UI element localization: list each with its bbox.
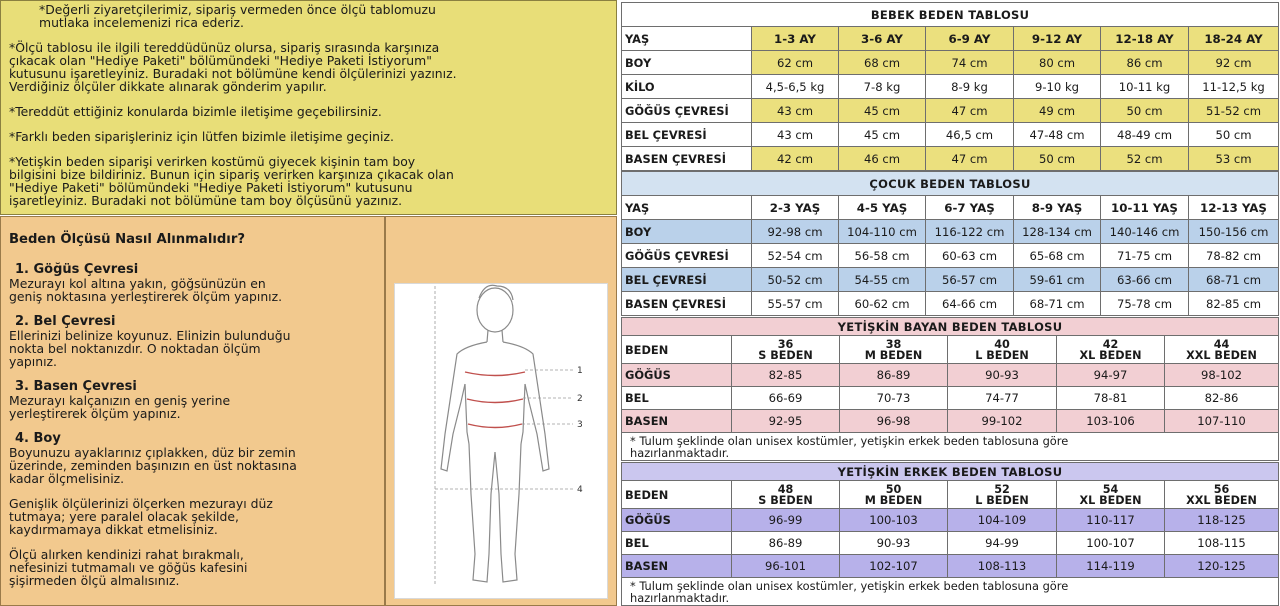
table-cell: 56-57 cm [926, 268, 1014, 292]
table-cell: 94-97 [1057, 364, 1165, 387]
table-cell: 92 cm [1189, 51, 1279, 75]
size-header [948, 481, 1057, 509]
table-cell: 96-98 [840, 410, 948, 433]
width-tip-text: Genişlik ölçülerinizi ölçerken mezurayı düz tutmaya; yere paralel olacak şekilde, kaydırmamaya dikkat etmelisiniz. [9, 496, 273, 537]
baby-size-table [621, 2, 1279, 171]
size-name: XXL BEDEN [1186, 348, 1257, 362]
baby-column-header: 18-24 AY [1189, 27, 1279, 51]
table-row [622, 532, 1279, 555]
table-cell: 43 cm [752, 99, 839, 123]
size-name: M BEDEN [864, 493, 923, 507]
table-cell: 74-77 [948, 387, 1057, 410]
table-cell: 7-8 kg [839, 75, 926, 99]
table-cell: 70-73 [840, 387, 948, 410]
table-row [622, 387, 1279, 410]
table-cell: 54-55 cm [839, 268, 926, 292]
child-figure-illustration [395, 284, 609, 600]
table-cell: 66-69 [732, 387, 840, 410]
table-cell: 108-113 [948, 555, 1057, 578]
child-column-header: 2-3 YAŞ [752, 196, 839, 220]
table-row [622, 555, 1279, 578]
table-cell: 42 cm [752, 147, 839, 171]
table-cell: 96-101 [732, 555, 840, 578]
child-column-header: 10-11 YAŞ [1101, 196, 1189, 220]
body-figure [394, 283, 608, 599]
table-cell: 86-89 [732, 532, 840, 555]
table-cell: 50 cm [1014, 147, 1101, 171]
chest-section-title: 1. Göğüs Çevresi [15, 262, 139, 277]
size-number: 54 [1102, 482, 1119, 496]
women-table-title: YETİŞKİN BAYAN BEDEN TABLOSU [622, 318, 1279, 336]
waist-section-text: Ellerinizi belinize koyunuz. Elinizin bulunduğu nokta bel noktanızdır. O noktadan ölçüm yapınız. [9, 328, 291, 369]
child-size-table [621, 171, 1279, 316]
table-cell: 47-48 cm [1014, 123, 1101, 147]
chest-section-text: Mezurayı kol altına yakın, göğsünüzün en geniş noktasına yerleştirerek ölçüm yapınız. [9, 276, 283, 304]
row-label: GÖĞÜS ÇEVRESİ [622, 99, 752, 123]
table-cell: 96-99 [732, 509, 840, 532]
table-cell: 51-52 cm [1189, 99, 1279, 123]
size-name: XXL BEDEN [1186, 493, 1257, 507]
table-cell: 82-85 [732, 364, 840, 387]
size-number: 44 [1213, 337, 1230, 351]
table-cell: 100-107 [1057, 532, 1165, 555]
size-header [1165, 336, 1279, 364]
row-label: KİLO [622, 75, 752, 99]
table-row [622, 220, 1279, 244]
baby-column-header: 1-3 AY [752, 27, 839, 51]
unisex-note: * Tulum şeklinde olan unisex kostümler, yetişkin erkek beden tablosuna göre hazırlanmaktadır. [622, 578, 1279, 606]
baby-column-header: 12-18 AY [1101, 27, 1189, 51]
table-cell: 59-61 cm [1014, 268, 1101, 292]
hip-section-text: Mezurayı kalçanızın en geniş yerine yerleştirerek ölçüm yapınız. [9, 393, 231, 421]
row-label: BASEN ÇEVRESİ [622, 147, 752, 171]
table-cell: 53 cm [1189, 147, 1279, 171]
size-header [840, 481, 948, 509]
table-row [622, 292, 1279, 316]
table-cell: 63-66 cm [1101, 268, 1189, 292]
table-cell: 62 cm [752, 51, 839, 75]
table-cell: 107-110 [1165, 410, 1279, 433]
table-cell: 104-109 [948, 509, 1057, 532]
baby-column-header: 6-9 AY [926, 27, 1014, 51]
baby-header-label: YAŞ [622, 27, 752, 51]
women-size-table [621, 317, 1279, 461]
table-cell: 68-71 cm [1189, 268, 1279, 292]
table-cell: 11-12,5 kg [1189, 75, 1279, 99]
size-number: 52 [994, 482, 1010, 496]
table-cell: 74 cm [926, 51, 1014, 75]
table-cell: 78-81 [1057, 387, 1165, 410]
table-cell: 99-102 [948, 410, 1057, 433]
table-cell: 65-68 cm [1014, 244, 1101, 268]
notice-paragraph: *Ölçü tablosu ile ilgili tereddüdünüz olursa, sipariş sırasında karşınıza çıkacak olan "Hediye Paketi" bölümündeki "Hediye Paketi İstiyorum" kutusunu işaretleyiniz. Buradaki not bölümüne kendi ölçülerinizi yazınız. Verdiğiniz ölçüler dikkate alınarak gönderim yapılır. [9, 40, 457, 94]
baby-table-title: BEBEK BEDEN TABLOSU [622, 3, 1279, 27]
table-cell: 68 cm [839, 51, 926, 75]
table-row [622, 410, 1279, 433]
table-cell: 64-66 cm [926, 292, 1014, 316]
row-label: BOY [622, 51, 752, 75]
size-number: 36 [777, 337, 794, 351]
size-number: 38 [885, 337, 902, 351]
figure-panel [385, 216, 617, 606]
table-cell: 92-95 [732, 410, 840, 433]
table-cell: 86 cm [1101, 51, 1189, 75]
child-column-header: 12-13 YAŞ [1189, 196, 1279, 220]
table-cell: 43 cm [752, 123, 839, 147]
men-size-table [621, 462, 1279, 606]
table-cell: 94-99 [948, 532, 1057, 555]
size-header [1057, 481, 1165, 509]
table-cell: 98-102 [1165, 364, 1279, 387]
size-name: M BEDEN [864, 348, 923, 362]
table-cell: 55-57 cm [752, 292, 839, 316]
table-cell: 104-110 cm [839, 220, 926, 244]
table-cell: 49 cm [1014, 99, 1101, 123]
size-name: S BEDEN [758, 493, 813, 507]
table-cell: 150-156 cm [1189, 220, 1279, 244]
child-column-header: 6-7 YAŞ [926, 196, 1014, 220]
measurement-guide [0, 216, 385, 606]
table-cell: 45 cm [839, 99, 926, 123]
row-label: BEL [622, 387, 732, 410]
height-section-text: Boyunuzu ayaklarınız çıplakken, düz bir zemin üzerinde, zeminden başınızın en üst noktasına kadar ölçmelisiniz. [9, 445, 297, 486]
table-row [622, 509, 1279, 532]
size-name: XL BEDEN [1079, 493, 1142, 507]
size-header [1165, 481, 1279, 509]
child-column-header: 8-9 YAŞ [1014, 196, 1101, 220]
table-cell: 46 cm [839, 147, 926, 171]
size-number: 40 [994, 337, 1010, 351]
notice-paragraph: *Yetişkin beden siparişi verirken kostümü giyecek kişinin tam boy bilgisini bize bildiriniz. Bunun için sipariş verirken karşınıza çıkacak olan "Hediye Paketi" bölümündeki "Hediye Paketi İstiyorum" kutusunu işaretleyiniz. Buradaki not bölümüne tam boy ölçüsünü yazınız. [9, 154, 454, 208]
size-name: S BEDEN [758, 348, 813, 362]
table-row [622, 51, 1279, 75]
size-number: 42 [1102, 337, 1119, 351]
table-cell: 47 cm [926, 147, 1014, 171]
table-cell: 4,5-6,5 kg [752, 75, 839, 99]
row-label: GÖĞÜS [622, 509, 732, 532]
men-table-title: YETİŞKİN ERKEK BEDEN TABLOSU [622, 463, 1279, 481]
row-label: BEL ÇEVRESİ [622, 123, 752, 147]
table-cell: 56-58 cm [839, 244, 926, 268]
table-cell: 120-125 [1165, 555, 1279, 578]
table-cell: 92-98 cm [752, 220, 839, 244]
notice-paragraph: *Farklı beden siparişleriniz için lütfen bizimle iletişime geçiniz. [9, 129, 394, 144]
mark-label: 3 [577, 420, 583, 430]
table-cell: 110-117 [1057, 509, 1165, 532]
table-cell: 50 cm [1101, 99, 1189, 123]
size-number: 48 [777, 482, 794, 496]
table-row [622, 244, 1279, 268]
table-cell: 71-75 cm [1101, 244, 1189, 268]
table-cell: 68-71 cm [1014, 292, 1101, 316]
breathing-tip-text: Ölçü alırken kendinizi rahat bırakmalı, nefesinizi tutmamalı ve göğüs kafesini şişirmeden ölçü almalısınız. [9, 547, 248, 588]
table-cell: 8-9 kg [926, 75, 1014, 99]
size-number: 56 [1213, 482, 1230, 496]
row-label: BEL [622, 532, 732, 555]
notice-panel [0, 0, 617, 215]
table-cell: 86-89 [840, 364, 948, 387]
size-header [732, 336, 840, 364]
baby-column-header: 9-12 AY [1014, 27, 1101, 51]
table-row [622, 147, 1279, 171]
table-cell: 50 cm [1189, 123, 1279, 147]
women-header-label: BEDEN [622, 336, 732, 364]
baby-column-header: 3-6 AY [839, 27, 926, 51]
table-cell: 52-54 cm [752, 244, 839, 268]
notice-paragraph: *Değerli ziyaretçilerimiz, sipariş vermeden önce ölçü tablomuzu mutlaka incelemenizi rica ederiz. [39, 2, 436, 30]
row-label: GÖĞÜS ÇEVRESİ [622, 244, 752, 268]
table-cell: 50-52 cm [752, 268, 839, 292]
notice-paragraph: *Tereddüt ettiğiniz konularda bizimle iletişime geçebilirsiniz. [9, 104, 382, 119]
mark-label: 2 [577, 394, 583, 404]
size-header [840, 336, 948, 364]
size-header [948, 336, 1057, 364]
table-cell: 60-62 cm [839, 292, 926, 316]
table-row [622, 99, 1279, 123]
table-cell: 114-119 [1057, 555, 1165, 578]
row-label: BASEN [622, 555, 732, 578]
table-cell: 48-49 cm [1101, 123, 1189, 147]
hip-section-title: 3. Basen Çevresi [15, 379, 137, 394]
table-cell: 90-93 [840, 532, 948, 555]
mark-label: 4 [577, 485, 583, 495]
table-row [622, 75, 1279, 99]
table-cell: 9-10 kg [1014, 75, 1101, 99]
waist-section-title: 2. Bel Çevresi [15, 314, 116, 329]
row-label: BEL ÇEVRESİ [622, 268, 752, 292]
men-header-label: BEDEN [622, 481, 732, 509]
table-cell: 52 cm [1101, 147, 1189, 171]
table-cell: 108-115 [1165, 532, 1279, 555]
size-name: L BEDEN [975, 348, 1029, 362]
table-cell: 75-78 cm [1101, 292, 1189, 316]
table-cell: 46,5 cm [926, 123, 1014, 147]
table-cell: 90-93 [948, 364, 1057, 387]
child-table-title: ÇOCUK BEDEN TABLOSU [622, 172, 1279, 196]
table-cell: 100-103 [840, 509, 948, 532]
table-row [622, 268, 1279, 292]
table-cell: 103-106 [1057, 410, 1165, 433]
row-label: GÖĞÜS [622, 364, 732, 387]
row-label: BASEN ÇEVRESİ [622, 292, 752, 316]
child-column-header: 4-5 YAŞ [839, 196, 926, 220]
table-row [622, 123, 1279, 147]
size-number: 50 [885, 482, 902, 496]
mark-label: 1 [577, 366, 583, 376]
size-name: XL BEDEN [1079, 348, 1142, 362]
table-cell: 10-11 kg [1101, 75, 1189, 99]
table-cell: 47 cm [926, 99, 1014, 123]
table-cell: 82-86 [1165, 387, 1279, 410]
table-cell: 118-125 [1165, 509, 1279, 532]
table-cell: 128-134 cm [1014, 220, 1101, 244]
row-label: BASEN [622, 410, 732, 433]
table-cell: 78-82 cm [1189, 244, 1279, 268]
table-cell: 60-63 cm [926, 244, 1014, 268]
table-cell: 45 cm [839, 123, 926, 147]
child-header-label: YAŞ [622, 196, 752, 220]
table-row [622, 364, 1279, 387]
table-cell: 82-85 cm [1189, 292, 1279, 316]
table-cell: 102-107 [840, 555, 948, 578]
size-header [1057, 336, 1165, 364]
height-section-title: 4. Boy [15, 431, 61, 446]
table-cell: 116-122 cm [926, 220, 1014, 244]
guide-heading: Beden Ölçüsü Nasıl Alınmalıdır? [9, 232, 245, 247]
table-cell: 80 cm [1014, 51, 1101, 75]
table-cell: 140-146 cm [1101, 220, 1189, 244]
size-header [732, 481, 840, 509]
row-label: BOY [622, 220, 752, 244]
size-name: L BEDEN [975, 493, 1029, 507]
unisex-note: * Tulum şeklinde olan unisex kostümler, yetişkin erkek beden tablosuna göre hazırlanmaktadır. [622, 433, 1279, 461]
